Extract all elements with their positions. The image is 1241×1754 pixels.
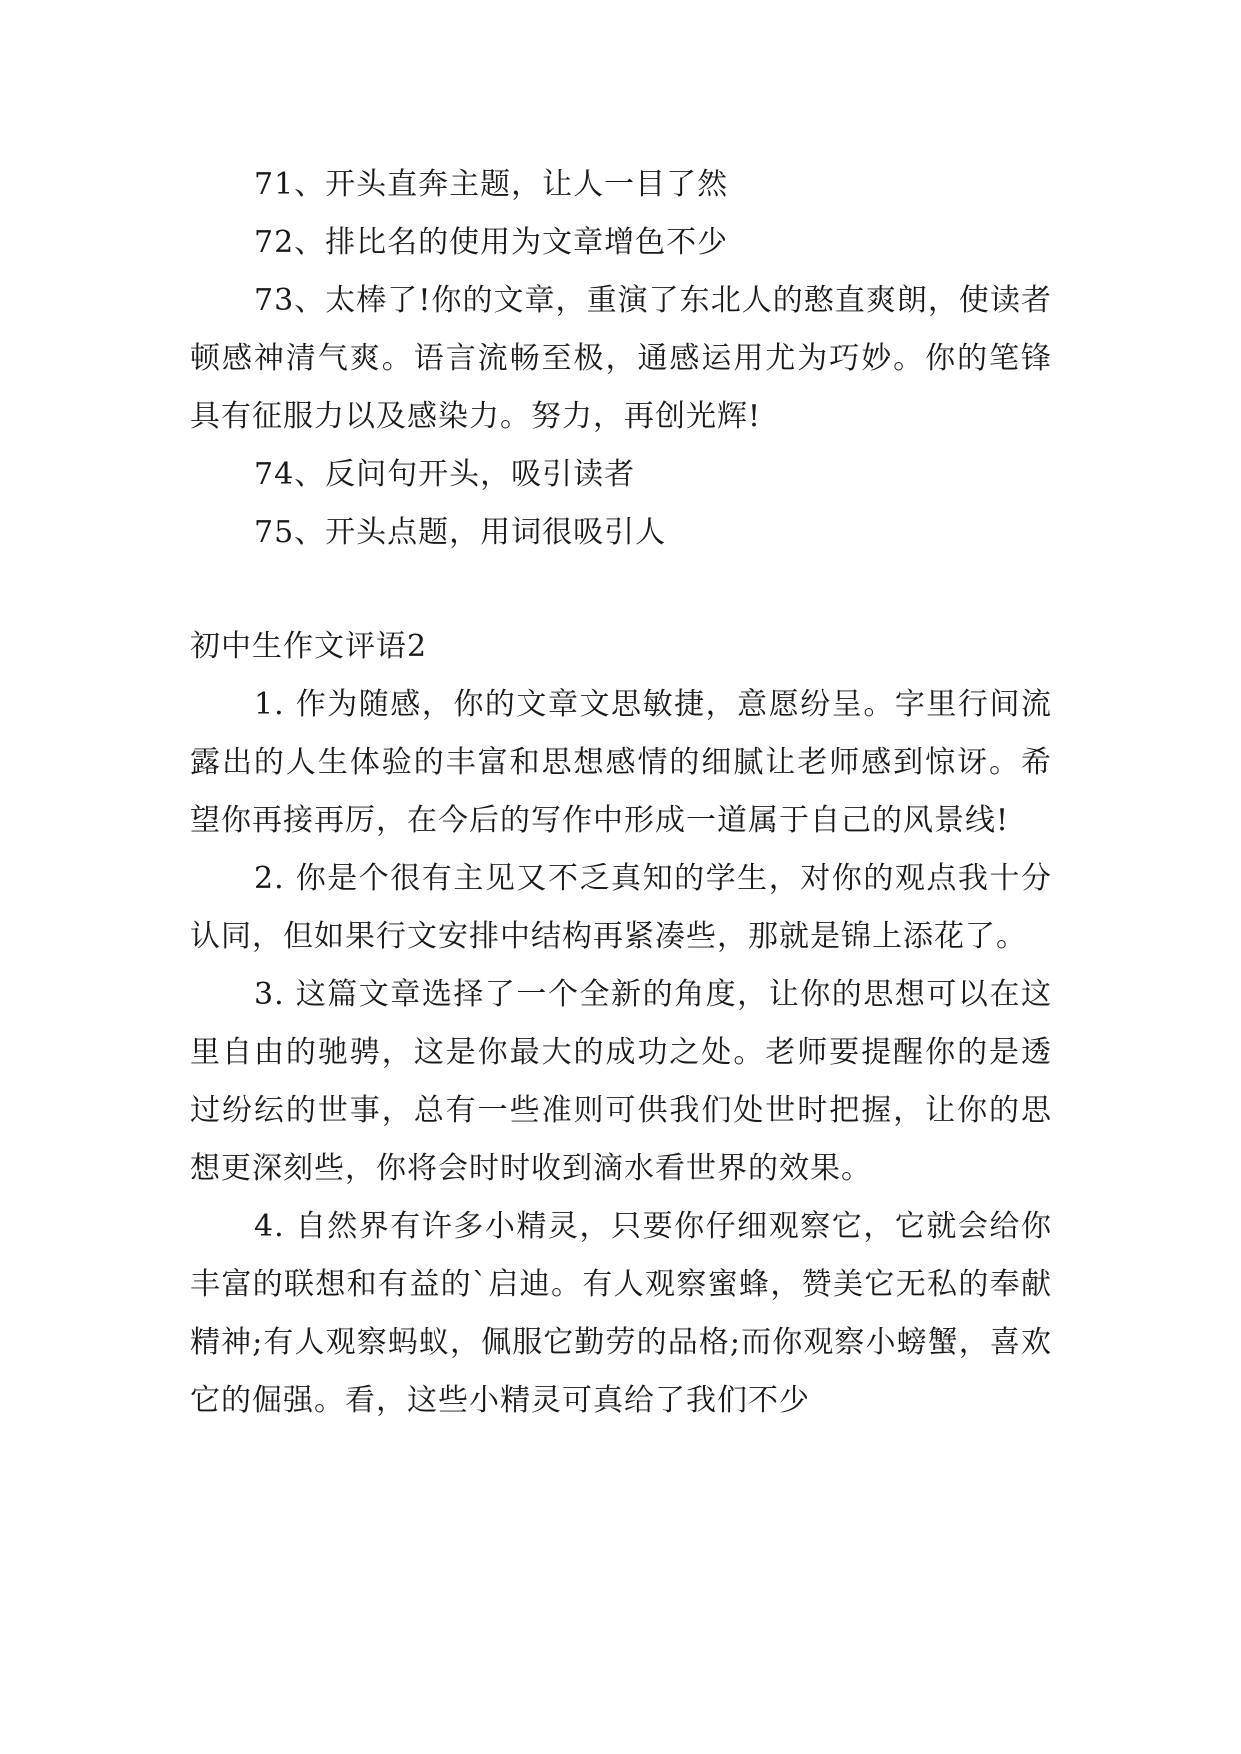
document-body (190, 156, 1052, 1430)
comment-72: 72、排比名的使用为文章增色不少 (254, 225, 729, 260)
comment-73: 73、太棒了!你的文章，重演了东北人的憨直爽朗，使读者顿感神清气爽。语言流畅至极，通感运用尤为巧妙。你的笔锋具有征服力以及感染力。努力，再创光辉! (190, 283, 1052, 434)
comment-1: 1. 作为随感，你的文章文思敏捷，意愿纷呈。字里行间流露出的人生体验的丰富和思想感情的细腻让老师感到惊讶。希望你再接再厉，在今后的写作中形成一道属于自己的风景线! (190, 687, 1052, 838)
section-heading: 初中生作文评语2 (190, 629, 428, 664)
comment-71: 71、开头直奔主题，让人一目了然 (254, 167, 729, 202)
comment-74: 74、反问句开头，吸引读者 (254, 457, 636, 492)
comment-2: 2. 你是个很有主见又不乏真知的学生，对你的观点我十分认同，但如果行文安排中结构再紧凑些，那就是锦上添花了。 (190, 861, 1052, 954)
comment-3: 3. 这篇文章选择了一个全新的角度，让你的思想可以在这里自由的驰骋，这是你最大的成功之处。老师要提醒你的是透过纷纭的世事，总有一些准则可供我们处世时把握，让你的思想更深刻些，你将会时时收到滴水看世界的效果。 (190, 977, 1052, 1186)
comment-4: 4. 自然界有许多小精灵，只要你仔细观察它，它就会给你丰富的联想和有益的`启迪。有人观察蜜蜂，赞美它无私的奉献精神;有人观察蚂蚁，佩服它勤劳的品格;而你观察小螃蟹，喜欢它的倔强。看，这些小精灵可真给了我们不少 (190, 1209, 1052, 1418)
comment-75: 75、开头点题，用词很吸引人 (254, 515, 667, 550)
